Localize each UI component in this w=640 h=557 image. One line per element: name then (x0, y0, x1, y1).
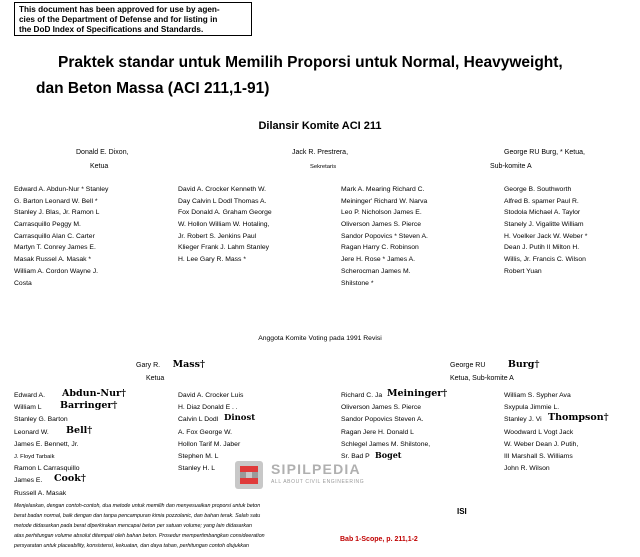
voting-member-line (341, 388, 448, 402)
voting-column-3 (341, 388, 448, 463)
officer-role: Ketua (146, 375, 165, 382)
signature: Dinost (224, 413, 256, 424)
officer-role: Ketua (90, 163, 109, 170)
voting-member-line: Stephen M. L (178, 452, 219, 460)
voting-member-line: Sxypula Jimmie L. (504, 404, 560, 412)
member-line: Stodola Michael A. Taylor (504, 209, 581, 217)
title-line-2: dan Beton Massa (ACI 211,1-91) (36, 80, 270, 97)
member-line: Klieger Frank J. Lahm Stanley (178, 244, 270, 252)
voting-member-line: III Marshall S. Williams (504, 452, 573, 460)
officer-role: Sekretaris (310, 164, 337, 170)
signature: Meininger† (387, 388, 448, 399)
member-line: H. Lee Gary R. Mass * (178, 256, 246, 264)
voting-member-line: Stanley G. Barton (14, 416, 68, 424)
notice-line: cies of the Department of Defense and for listing in (19, 15, 218, 24)
voting-member-line: J. Floyd Tarbaik (14, 453, 55, 460)
members-column-3 (341, 184, 428, 289)
officer-name: George RU Burg, * Ketua, (504, 149, 585, 156)
signature: Boget (375, 449, 402, 460)
signature: Barringer† (60, 400, 118, 412)
signature: Cook† (54, 473, 86, 485)
voting-member-line: Ragan Jere H. Donald L (341, 428, 414, 436)
member-name: Calvin L Dodl (178, 416, 219, 424)
member-line: David A. Crocker Kenneth W. (178, 186, 267, 193)
member-name: Stanley J. Vi (504, 416, 542, 424)
voting-members-heading: Anggota Komite Voting pada 1991 Revisi (258, 335, 382, 342)
signature: Mass† (172, 359, 205, 370)
member-line: William A. Cordon Wayne J. (14, 267, 98, 275)
voting-member-line: A. Fox George W. (178, 428, 233, 436)
officer-name: Jack R. Prestrera, (292, 149, 349, 156)
member-line: Leo P. Nicholson James E. (341, 209, 422, 217)
voting-member-line: Hollon Tarif M. Jaber (178, 440, 241, 448)
member-name: James E. (14, 477, 43, 485)
member-line: Fox Donald A. Graham George (178, 209, 272, 217)
logo-tagline: ALL ABOUT CIVIL ENGINEERING (271, 479, 365, 485)
voting-column-1 (14, 388, 126, 500)
voting-member-line: H. Diaz Donald E . . (178, 404, 238, 412)
signature: Thompson† (548, 412, 609, 424)
member-line: Jere H. Rose * James A. (341, 256, 416, 264)
voting-member-line (14, 473, 86, 487)
member-line: George B. Southworth (504, 186, 572, 193)
member-line: Oliverson James S. Pierce (341, 221, 422, 229)
member-name: William L (14, 404, 42, 412)
member-line: Mark A. Mearing Richard C. (341, 186, 425, 193)
notice-line: the DoD Index of Specifications and Standards. (19, 25, 204, 34)
title-line-1: Praktek standar untuk Memilih Proporsi untuk Normal, Heavyweight, (58, 54, 563, 71)
voting-member-line: William S. Sypher Ava (504, 392, 571, 399)
member-name: Leonard W. (14, 428, 49, 436)
member-name: Sr. Bad P (341, 452, 370, 460)
member-line: Martyn T. Conrey James E. (14, 244, 96, 252)
voting-member-line (504, 412, 609, 426)
voting-member-line: Russell A. Masak (14, 489, 67, 497)
abstract-line: atas perhitungan volume absolut ditempati oleh bahan beton. Prosedur mempertimbangkan consideeration (14, 533, 265, 539)
officer-subcommittee (490, 149, 585, 171)
voting-member-line: Sandor Popovics Steven A. (341, 416, 424, 424)
member-name: Richard C. Ja (341, 392, 383, 399)
abstract (14, 501, 265, 551)
member-line: Meininger' Richard W. Narva (341, 197, 428, 205)
member-line: Robert Yuan (504, 267, 542, 275)
officer-name: Donald E. Dixon, (76, 149, 129, 156)
voting-member-line: Woodward L Vogt Jack (504, 428, 574, 436)
member-line: Shilstone * (341, 279, 374, 287)
voting-officer-subcommittee (450, 354, 539, 383)
scope-link[interactable]: Bab 1-Scope, p. 211,1-2 (340, 536, 418, 543)
signature: Abdun-Nur† (62, 388, 126, 399)
member-line: Day Calvin L Dodl Thomas A. (178, 197, 267, 205)
member-line: Carrasquillo Alan C. Carter (14, 232, 95, 240)
document-title (36, 50, 626, 102)
notice-line: This document has been approved for use by agen- (19, 5, 220, 14)
voting-member-line: Oliverson James S. Pierce (341, 404, 422, 412)
abstract-line: Menjelaskan, dengan contoh-contoh, dua metode untuk memilih dan menyesuaikan proporsi untuk beton (14, 503, 261, 509)
members-column-4 (504, 184, 587, 278)
voting-member-line: James E. Bennett, Jr. (14, 440, 79, 448)
voting-member-line: Ramon L Carrasquillo (14, 465, 80, 473)
voting-member-line: David A. Crocker Luis (178, 392, 244, 399)
approval-notice (14, 2, 252, 36)
member-line: H. Voelker Jack W. Weber * (504, 232, 588, 240)
voting-member-line: John R. Wilson (504, 465, 550, 473)
member-line: Jr. Robert S. Jenkins Paul (178, 232, 257, 240)
sipilpedia-logo (231, 457, 371, 493)
member-line: G. Barton Leonard W. Bell * (14, 197, 98, 205)
officer-name: Gary R. (136, 362, 161, 369)
abstract-line: metode didasarkan pada berat diperkirakan mencapai beton per satuan volume; yang lain didasarkan (14, 523, 252, 529)
voting-member-line (14, 400, 118, 414)
signature: Burg† (507, 359, 540, 370)
abstract-line: persyaratan untuk placeability, konsistensi, kekuatan, dan daya tahan, perhitungan contoh diujukkan (14, 543, 249, 549)
officer-chair (76, 149, 129, 171)
signature: Bell† (66, 424, 93, 436)
member-line: Stanely J. Vigalitte William (504, 221, 584, 229)
logo-wordmark: SIPILPEDIA (271, 461, 361, 477)
member-line: Stanley J. Blas, Jr. Ramon L (14, 209, 100, 217)
member-line: W. Hollon William W. Hotaling, (178, 221, 270, 229)
member-line: Sandor Popovics * Steven A. (341, 232, 428, 240)
officer-name: George RU (450, 362, 486, 369)
voting-column-4 (504, 390, 609, 475)
member-name: Edward A. (14, 392, 45, 399)
logo-mark-icon (231, 457, 267, 493)
issued-by-heading: Dilansir Komite ACI 211 (258, 120, 382, 132)
officer-secretary (292, 149, 348, 170)
member-line: Carrasquillo Peggy M. (14, 221, 81, 229)
member-line: Masak Russel A. Masak * (14, 256, 92, 264)
member-line: Ragan Harry C. Robinson (341, 244, 419, 252)
member-line: Scherocman James M. (341, 267, 411, 275)
member-line: Dean J. Putih II Milton H. (504, 244, 580, 252)
voting-member-line: Schlegel James M. Shilstone, (341, 440, 431, 448)
member-line: Costa (14, 279, 32, 287)
members-column-2 (178, 184, 272, 266)
member-line: Edward A. Abdun-Nur * Stanley (14, 186, 109, 193)
voting-member-line (178, 413, 256, 426)
officer-role: Sub-komite A (490, 163, 532, 170)
voting-member-line (14, 424, 93, 439)
member-line: Alfred B. spamer Paul R. (504, 197, 579, 205)
voting-member-line: W. Weber Dean J. Putih, (504, 440, 579, 448)
voting-member-line: Stanley H. L (178, 465, 216, 473)
voting-officer-chair (136, 354, 205, 383)
contents-heading: ISI (457, 507, 467, 516)
members-column-1 (14, 184, 108, 289)
officer-role: Ketua, Sub-komite A (450, 375, 514, 382)
abstract-line: berat badan normal, baik dengan dan tanpa pencampuran kimia pozzolanic, dan bahan terak. Salah satu (14, 513, 261, 519)
member-line: Willis, Jr. Francis C. Wilson (504, 256, 586, 264)
